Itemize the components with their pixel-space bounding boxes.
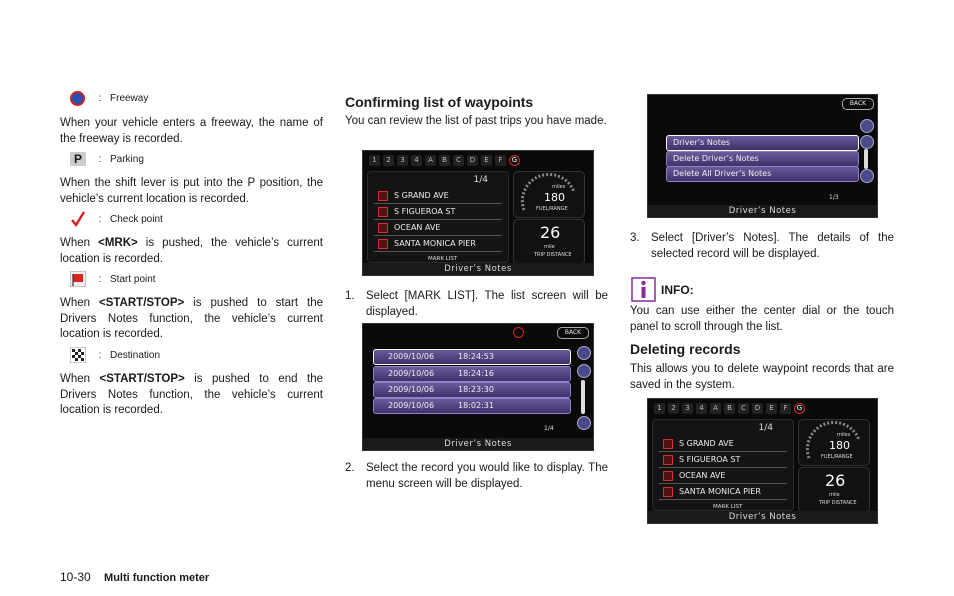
tab[interactable]: A [710,403,721,414]
mark-row[interactable]: SANTA MONICA PIER [374,236,502,252]
info-icon [631,277,656,302]
back-button[interactable]: BACK [557,327,589,339]
tab[interactable]: A [425,155,436,166]
tab-active[interactable]: G [794,403,805,414]
paragraph-parking: When the shift lever is put into the P position, the vehicle’s current location is recorded. [60,177,323,205]
tab[interactable]: B [724,403,735,414]
back-button[interactable]: BACK [842,98,874,110]
screen-footer: Driver’s Notes [363,263,593,275]
menu-item-drivers-notes[interactable]: Driver’s Notes [666,135,859,151]
legend-check: : Check point [70,211,163,227]
tab[interactable]: C [738,403,749,414]
checkered-flag-icon [70,347,86,363]
mark-list-label[interactable]: MARK LIST [428,256,458,262]
legend-destination: : Destination [70,347,160,363]
mark-row[interactable]: SANTA MONICA PIER [659,484,787,500]
mark-icon [378,207,388,217]
tab[interactable]: 3 [397,155,408,166]
screen-marks-2 [647,398,878,524]
info-header [631,277,694,302]
screen-footer: Driver’s Notes [648,205,877,217]
tab[interactable]: 4 [411,155,422,166]
page-indicator: 1/4 [473,175,488,185]
legend-parking: P : Parking [70,152,144,166]
screen-tabs [369,153,520,167]
mark-icon [378,223,388,233]
mark-row[interactable]: S FIGUEROA ST [374,204,502,220]
heading-deleting: Deleting records [630,341,741,357]
step-1: 1. Select [MARK LIST]. The list screen will be displayed. [345,290,608,318]
screen-footer: Driver’s Notes [648,511,877,523]
legend-label: Destination [110,349,161,361]
screen-marks-1 [362,150,594,276]
page-footer [60,570,209,584]
tab[interactable]: C [453,155,464,166]
heading-confirming: Confirming list of waypoints [345,94,534,110]
legend-start: : Start point [70,271,156,287]
legend-label: Freeway [110,93,149,104]
scroll-up-button[interactable] [860,119,874,133]
tab[interactable]: D [752,403,763,414]
tab[interactable]: F [495,155,506,166]
mark-list-panel [652,419,794,511]
record-row[interactable]: 2009/10/06 18:24:53 [373,349,571,365]
red-circle-icon [513,327,524,338]
tab[interactable]: D [467,155,478,166]
tab[interactable]: 1 [654,403,665,414]
mark-icon [663,471,673,481]
tab[interactable]: 2 [668,403,679,414]
flag-icon [378,191,388,201]
parking-icon: P [70,152,86,166]
scroll-down-button[interactable] [577,416,591,430]
tab[interactable]: 4 [696,403,707,414]
start-flag-icon [70,271,86,287]
tab[interactable]: 3 [682,403,693,414]
section-title: Multi function meter [104,572,210,584]
screen-tabs [654,401,805,415]
mark-row[interactable]: S GRAND AVE [659,436,787,452]
trip-distance-gauge: 26 mile TRIP DISTANCE [798,467,870,513]
scrollbar[interactable] [864,149,868,169]
menu-item-delete-notes[interactable]: Delete Driver’s Notes [666,151,859,167]
scroll-up-icon[interactable] [577,364,591,378]
fuel-range-gauge: miles 180 FUEL/RANGE [798,419,870,466]
legend-label: Check point [110,213,163,225]
tab-active[interactable]: G [509,155,520,166]
tab[interactable]: F [780,403,791,414]
checkmark-icon [70,211,86,227]
tab[interactable]: 1 [369,155,380,166]
page-indicator: 1/4 [758,423,773,433]
mark-row[interactable]: S FIGUEROA ST [659,452,787,468]
paragraph-info: You can use either the center dial or the touch panel to scroll through the list. [630,305,894,333]
scroll-down-button[interactable] [860,169,874,183]
tab[interactable]: E [481,155,492,166]
screen-menu [647,94,878,218]
tab[interactable]: B [439,155,450,166]
scroll-up-button[interactable] [577,346,591,360]
page-indicator: 1/3 [829,194,839,201]
mark-list-label[interactable]: MARK LIST [713,504,743,510]
info-label: INFO: [661,282,694,297]
step-3: 3. Select [Driver’s Notes]. The details of the selected record will be displayed. [630,232,894,260]
mark-icon [663,455,673,465]
record-row[interactable]: 2009/10/06 18:02:31 [373,398,571,414]
mark-list-panel [367,171,509,263]
paragraph-destination: When <START/STOP> is pushed to end the Drivers Notes function, the vehicle’s current location is recorded. [60,373,323,416]
legend-freeway: : Freeway [70,91,148,106]
paragraph-mrk: When <MRK> is pushed, the vehicle’s current location is recorded. [60,237,323,265]
fuel-range-gauge: miles 180 FUEL/RANGE [513,171,585,218]
legend-label: Parking [110,153,144,165]
scrollbar[interactable] [581,380,585,414]
mark-row[interactable]: S GRAND AVE [374,188,502,204]
screen-record-list [362,323,594,451]
flag-icon [663,487,673,497]
flag-icon [663,439,673,449]
scroll-up-icon[interactable] [860,135,874,149]
paragraph-freeway: When your vehicle enters a freeway, the name of the freeway is recorded. [60,117,323,145]
mark-row[interactable]: OCEAN AVE [374,220,502,236]
record-row[interactable]: 2009/10/06 18:24:16 [373,366,571,382]
screen-footer: Driver’s Notes [363,438,593,450]
paragraph-start: When <START/STOP> is pushed to start the Drivers Notes function, the vehicle’s current location is recorded. [60,297,323,340]
page-number: 10-30 [60,570,91,584]
mark-row[interactable]: OCEAN AVE [659,468,787,484]
paragraph-review: You can review the list of past trips you have made. [345,115,607,127]
step-2: 2. Select the record you would like to display. The menu screen will be displayed. [345,462,608,490]
record-row[interactable]: 2009/10/06 18:23:30 [373,382,571,398]
page-indicator: 1/4 [544,425,554,432]
paragraph-delete-intro: This allows you to delete waypoint records that are saved in the system. [630,363,894,391]
trip-distance-gauge: 26 mile TRIP DISTANCE [513,219,585,265]
legend-label: Start point [110,273,156,285]
flag-icon [378,239,388,249]
menu-item-delete-all-notes[interactable]: Delete All Driver’s Notes [666,166,859,182]
freeway-icon [70,91,85,106]
tab[interactable]: E [766,403,777,414]
tab[interactable]: 2 [383,155,394,166]
